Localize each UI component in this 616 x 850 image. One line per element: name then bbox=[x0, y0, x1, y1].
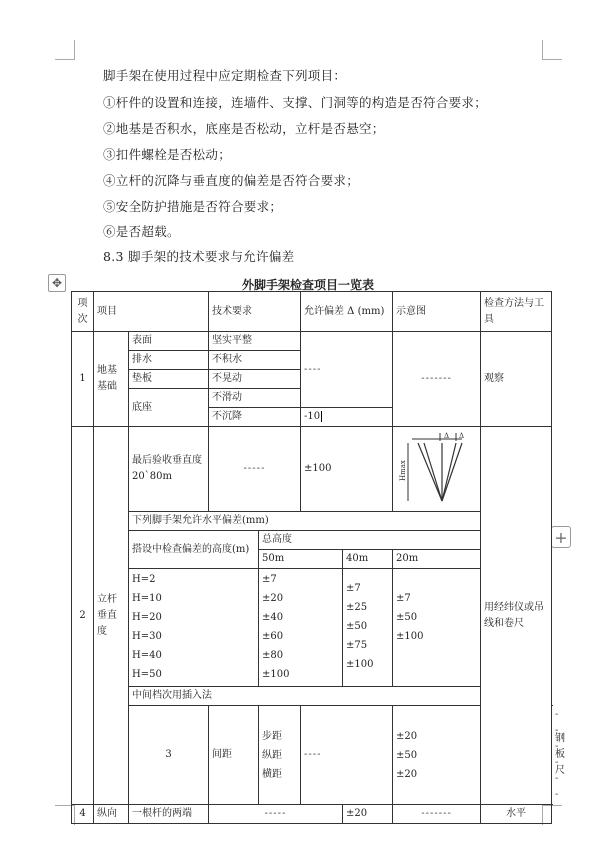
diagram-leg-4 bbox=[442, 443, 456, 501]
row3-no: 3 bbox=[129, 706, 209, 805]
row2-col50-values bbox=[259, 569, 343, 687]
row2-heights bbox=[129, 569, 259, 687]
row2-note: 下列脚手架允许水平偏差(mm) bbox=[129, 512, 481, 531]
intro-item-6: ⑥是否超载。 bbox=[103, 224, 180, 239]
table-row bbox=[72, 512, 552, 531]
col20-v2: ±50 bbox=[396, 612, 418, 623]
col50-v1: ±7 bbox=[262, 574, 277, 585]
row3-dev-3: ±20 bbox=[396, 768, 418, 780]
intro-item-3: ③扣件螺栓是否松动； bbox=[103, 147, 232, 162]
row2-footer: 中间档次用插入法 bbox=[129, 687, 481, 706]
table-row bbox=[72, 687, 552, 706]
diagram-delta-left: Δ bbox=[443, 432, 449, 440]
col50-v2: ±20 bbox=[262, 593, 284, 604]
diagram-hmax-label: Hmax bbox=[398, 460, 407, 481]
row2-sub-label: 最后验收垂直度 20`80m bbox=[129, 427, 209, 512]
row1-dev-last-cell[interactable] bbox=[301, 408, 393, 427]
table-row bbox=[72, 427, 552, 512]
header-deviation: 允许偏差 Δ (mm) bbox=[301, 292, 393, 332]
row2-diagram bbox=[393, 427, 481, 512]
intro-item-5: ⑤安全防护措施是否符合要求； bbox=[103, 199, 283, 214]
row2-dev: ±100 bbox=[301, 427, 393, 512]
col40-v4: ±75 bbox=[346, 640, 368, 651]
height-h10: H=10 bbox=[132, 593, 162, 604]
intro-item-4: ④立杆的沉降与垂直度的偏差是否符合要求； bbox=[103, 173, 360, 188]
row1-dev-dash: ---- bbox=[301, 332, 393, 408]
row3-sub-step: 步距 bbox=[262, 730, 282, 742]
header-diagram: 示意图 bbox=[393, 292, 481, 332]
table-header-row bbox=[72, 292, 552, 332]
row2-total-height-label: 总高度 bbox=[259, 531, 481, 550]
height-h30: H=30 bbox=[132, 631, 162, 642]
row1-diagram-dash: ------- bbox=[393, 332, 481, 427]
row2-col-50m: 50m bbox=[259, 550, 343, 569]
add-column-button[interactable]: + bbox=[551, 526, 571, 548]
height-h2: H=2 bbox=[132, 574, 156, 585]
section-heading: 8.3 脚手架的技术要求与允许偏差 bbox=[103, 249, 295, 264]
intro-item-1: ①杆件的设置和连接，连墙件、支撑、门洞等的构造是否符合要求； bbox=[103, 95, 488, 110]
table-move-handle-icon[interactable]: ✥ bbox=[48, 274, 66, 292]
crop-mark-top-right bbox=[542, 40, 562, 60]
row1-tech-5: 不沉降 bbox=[209, 408, 301, 427]
row4-method: 水平 bbox=[481, 805, 552, 824]
col50-v3: ±40 bbox=[262, 612, 284, 623]
col40-v2: ±25 bbox=[346, 602, 368, 613]
row1-sub-drainage: 排水 bbox=[129, 351, 209, 370]
row3-sub bbox=[259, 706, 301, 805]
diagram-leg-1 bbox=[418, 443, 442, 501]
row2-method: 用经纬仪或吊线和卷尺 bbox=[481, 427, 552, 805]
table-row bbox=[72, 332, 552, 351]
col20-v3: ±100 bbox=[396, 631, 424, 642]
row1-tech-1: 坚实平整 bbox=[209, 332, 301, 351]
row2-no: 2 bbox=[72, 427, 94, 805]
col40-v5: ±100 bbox=[346, 659, 374, 670]
row1-method: 观察 bbox=[481, 332, 552, 427]
header-method: 检查方法与工具 bbox=[481, 292, 552, 332]
height-h40: H=40 bbox=[132, 650, 162, 661]
row4-no: 4 bbox=[72, 805, 94, 824]
height-h20: H=20 bbox=[132, 612, 162, 623]
row1-sub-surface: 表面 bbox=[129, 332, 209, 351]
row3-dev-1: ±20 bbox=[396, 730, 418, 742]
row3-sub-transverse: 横距 bbox=[262, 768, 282, 780]
row1-no: 1 bbox=[72, 332, 94, 427]
table-title: 外脚手架检查项目一览表 bbox=[241, 278, 374, 292]
row2-tech-dash: ----- bbox=[209, 427, 301, 512]
row3-dev-2: ±50 bbox=[396, 749, 418, 761]
intro-item-2: ②地基是否积水，底座是否松动，立杆是否悬空； bbox=[103, 121, 385, 136]
table-row bbox=[72, 569, 552, 687]
table-row bbox=[72, 805, 552, 824]
table-row bbox=[72, 531, 552, 550]
header-no: 项次 bbox=[72, 292, 94, 332]
intro-lead: 脚手架在使用过程中应定期检查下列项目： bbox=[103, 68, 347, 83]
row1-tech-2: 不积水 bbox=[209, 351, 301, 370]
row1-tech-4: 不滑动 bbox=[209, 389, 301, 408]
diagram-leg-2 bbox=[424, 443, 442, 501]
row4-dev: ±20 bbox=[343, 805, 393, 824]
row4-sub: 一根杆的两端 bbox=[129, 805, 209, 824]
row2-build-height-label: 搭设中检查偏差的高度(m) bbox=[129, 531, 259, 569]
row3-dev bbox=[393, 706, 481, 805]
table-row: 3 间距 步距 纵距 横距 ---- ±20 ±50 ±20 ------ 钢板尺 bbox=[72, 706, 552, 805]
height-h50: H=50 bbox=[132, 669, 162, 680]
crop-mark-top-left bbox=[55, 40, 75, 60]
row2-col40-values bbox=[343, 569, 393, 687]
row2-col20-values bbox=[393, 569, 481, 687]
inspection-table bbox=[71, 291, 566, 824]
row2-col-40m: 40m bbox=[343, 550, 393, 569]
row1-item: 地基基础 bbox=[94, 332, 129, 427]
col20-v1: ±7 bbox=[396, 593, 411, 604]
header-item: 项目 bbox=[94, 292, 209, 332]
row2-col-20m: 20m bbox=[393, 550, 481, 569]
verticality-diagram bbox=[398, 429, 476, 509]
row3-sub-longitudinal: 纵距 bbox=[262, 749, 282, 761]
row1-dev-last: -10 bbox=[304, 411, 321, 422]
row1-sub-pad: 垫板 bbox=[129, 370, 209, 389]
col40-v3: ±50 bbox=[346, 621, 368, 632]
diagram-delta-right: Δ bbox=[458, 432, 464, 440]
header-tech: 技术要求 bbox=[209, 292, 301, 332]
row3-item: 间距 bbox=[209, 706, 259, 805]
col50-v4: ±60 bbox=[262, 631, 284, 642]
row4-item: 纵向 bbox=[94, 805, 129, 824]
row1-sub-base: 底座 bbox=[129, 389, 209, 427]
col50-v6: ±100 bbox=[262, 669, 290, 680]
row3-tech-dash: ---- bbox=[301, 706, 393, 805]
col40-v1: ±7 bbox=[346, 583, 361, 594]
row4-tech-dash: ----- bbox=[209, 805, 343, 824]
row2-item: 立杆垂直度 bbox=[94, 427, 129, 805]
diagram-leg-5 bbox=[442, 443, 462, 501]
row1-tech-3: 不晃动 bbox=[209, 370, 301, 389]
row4-diagram-dash: ------- bbox=[393, 805, 481, 824]
col50-v5: ±80 bbox=[262, 650, 284, 661]
